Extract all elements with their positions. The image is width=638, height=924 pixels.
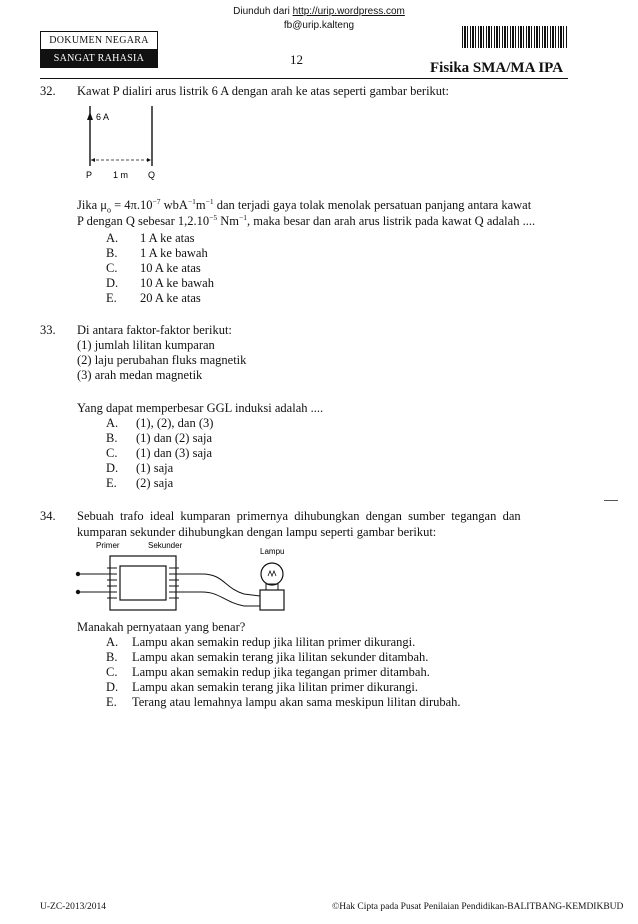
q34-stem-line1: Sebuah trafo ideal kumparan primernya dihubungkan dengan sumber tegangan dan (77, 509, 521, 523)
q33-block (77, 323, 246, 383)
q34-option-e[interactable]: E. Terang atau lemahnya lampu akan sama meskipun lilitan dirubah. (106, 695, 461, 709)
q32-options (106, 231, 214, 306)
q32-option-e[interactable]: E. 20 A ke atas (106, 291, 201, 305)
secondary-coil (169, 568, 179, 598)
lamp-label: Lampu (260, 547, 285, 556)
header-divider (40, 78, 568, 79)
terminal-icon (76, 572, 80, 576)
barcode (462, 26, 568, 48)
source-line (0, 6, 638, 17)
q34-transformer-diagram (74, 538, 298, 616)
source-link[interactable]: http://urip.wordpress.com (292, 6, 405, 17)
q34-option-b[interactable]: B. Lampu akan semakin terang jika lilitan sekunder ditambah. (106, 650, 429, 664)
current-arrow-icon (87, 112, 93, 120)
q34-option-d[interactable]: D. Lampu akan semakin terang jika lilitan primer dikurangi. (106, 680, 419, 694)
q34-options (106, 635, 461, 710)
lamp-filament (268, 571, 276, 576)
footer-code: U-ZC-2013/2014 (40, 902, 106, 912)
q33-option-e[interactable]: E. (2) saja (106, 476, 174, 490)
secondary-wire-top (176, 574, 260, 596)
terminal-icon (76, 590, 80, 594)
current-label: 6 A (96, 112, 110, 122)
q34-number: 34. (40, 509, 56, 523)
page-number: 12 (290, 52, 303, 67)
q33-stem: Di antara faktor-faktor berikut: (77, 323, 232, 337)
secret-label: SANGAT RAHASIA (41, 50, 157, 67)
q33-question: Yang dapat memperbesar GGL induksi adalah .... (77, 401, 324, 415)
q32-wire-diagram (80, 102, 180, 182)
q32-number: 32. (40, 84, 56, 98)
q34-question: Manakah pernyataan yang benar? (77, 620, 246, 634)
classification-box (40, 31, 158, 68)
q32-option-c[interactable]: C. 10 A ke atas (106, 261, 201, 275)
q33-option-d[interactable]: D. (1) saja (106, 461, 174, 475)
label-p: P (86, 170, 93, 180)
lamp-bulb-icon (261, 563, 283, 585)
primary-label: Primer (96, 541, 120, 550)
label-q: Q (148, 170, 156, 180)
source-prefix: Diunduh dari (233, 6, 293, 17)
q33-factor: (3) arah medan magnetik (77, 368, 203, 382)
transformer-core-window (120, 566, 166, 600)
q32-stem: Kawat P dialiri arus listrik 6 A dengan arah ke atas seperti gambar berikut: (77, 84, 449, 98)
lamp-socket (260, 590, 284, 610)
q33-number: 33. (40, 323, 56, 337)
margin-mark (604, 500, 618, 501)
footer-copyright: ©Hak Cipta pada Pusat Penilaian Pendidikan-BALITBANG-KEMDIKBUD (332, 902, 624, 912)
q32-option-b[interactable]: B. 1 A ke bawah (106, 246, 208, 260)
source-fb: fb@urip.kalteng (283, 20, 355, 31)
q34-option-c[interactable]: C. Lampu akan semakin redup jika tegangan primer ditambah. (106, 665, 430, 679)
distance-label: 1 m (113, 170, 129, 180)
q33-option-a[interactable]: A. (1), (2), dan (3) (106, 416, 214, 430)
subject-title: Fisika SMA/MA IPA (430, 60, 564, 76)
q33-option-c[interactable]: C. (1) dan (3) saja (106, 446, 213, 460)
q34-option-a[interactable]: A. Lampu akan semakin redup jika lilitan primer dikurangi. (106, 635, 416, 649)
q33-factor: (1) jumlah lilitan kumparan (77, 338, 215, 352)
q33-options (106, 416, 213, 491)
q33-option-b[interactable]: B. (1) dan (2) saja (106, 431, 213, 445)
q32-body-line2: P dengan Q sebesar $1,2.10^{-5}$ $Nm^{-1}$, maka besar dan arah arus listrik pada kawat Q adalah .... (77, 213, 536, 228)
q33-factor: (2) laju perubahan fluks magnetik (77, 353, 247, 367)
q32-option-a[interactable]: A. 1 A ke atas (106, 231, 195, 245)
secondary-label: Sekunder (148, 541, 183, 550)
doc-label: DOKUMEN NEGARA (41, 32, 157, 50)
q32-body-line1: Jika $\mu_o = 4\pi.10^{-7}$ $wbA^{-1}m^{-1}$ dan terjadi gaya tolak menolak persatuan panjang antara kawat (77, 197, 532, 215)
primary-coil (107, 568, 117, 598)
q32-option-d[interactable]: D. 10 A ke bawah (106, 276, 214, 290)
q34-stem-line2: kumparan sekunder dihubungkan dengan lampu seperti gambar berikut: (77, 525, 437, 539)
